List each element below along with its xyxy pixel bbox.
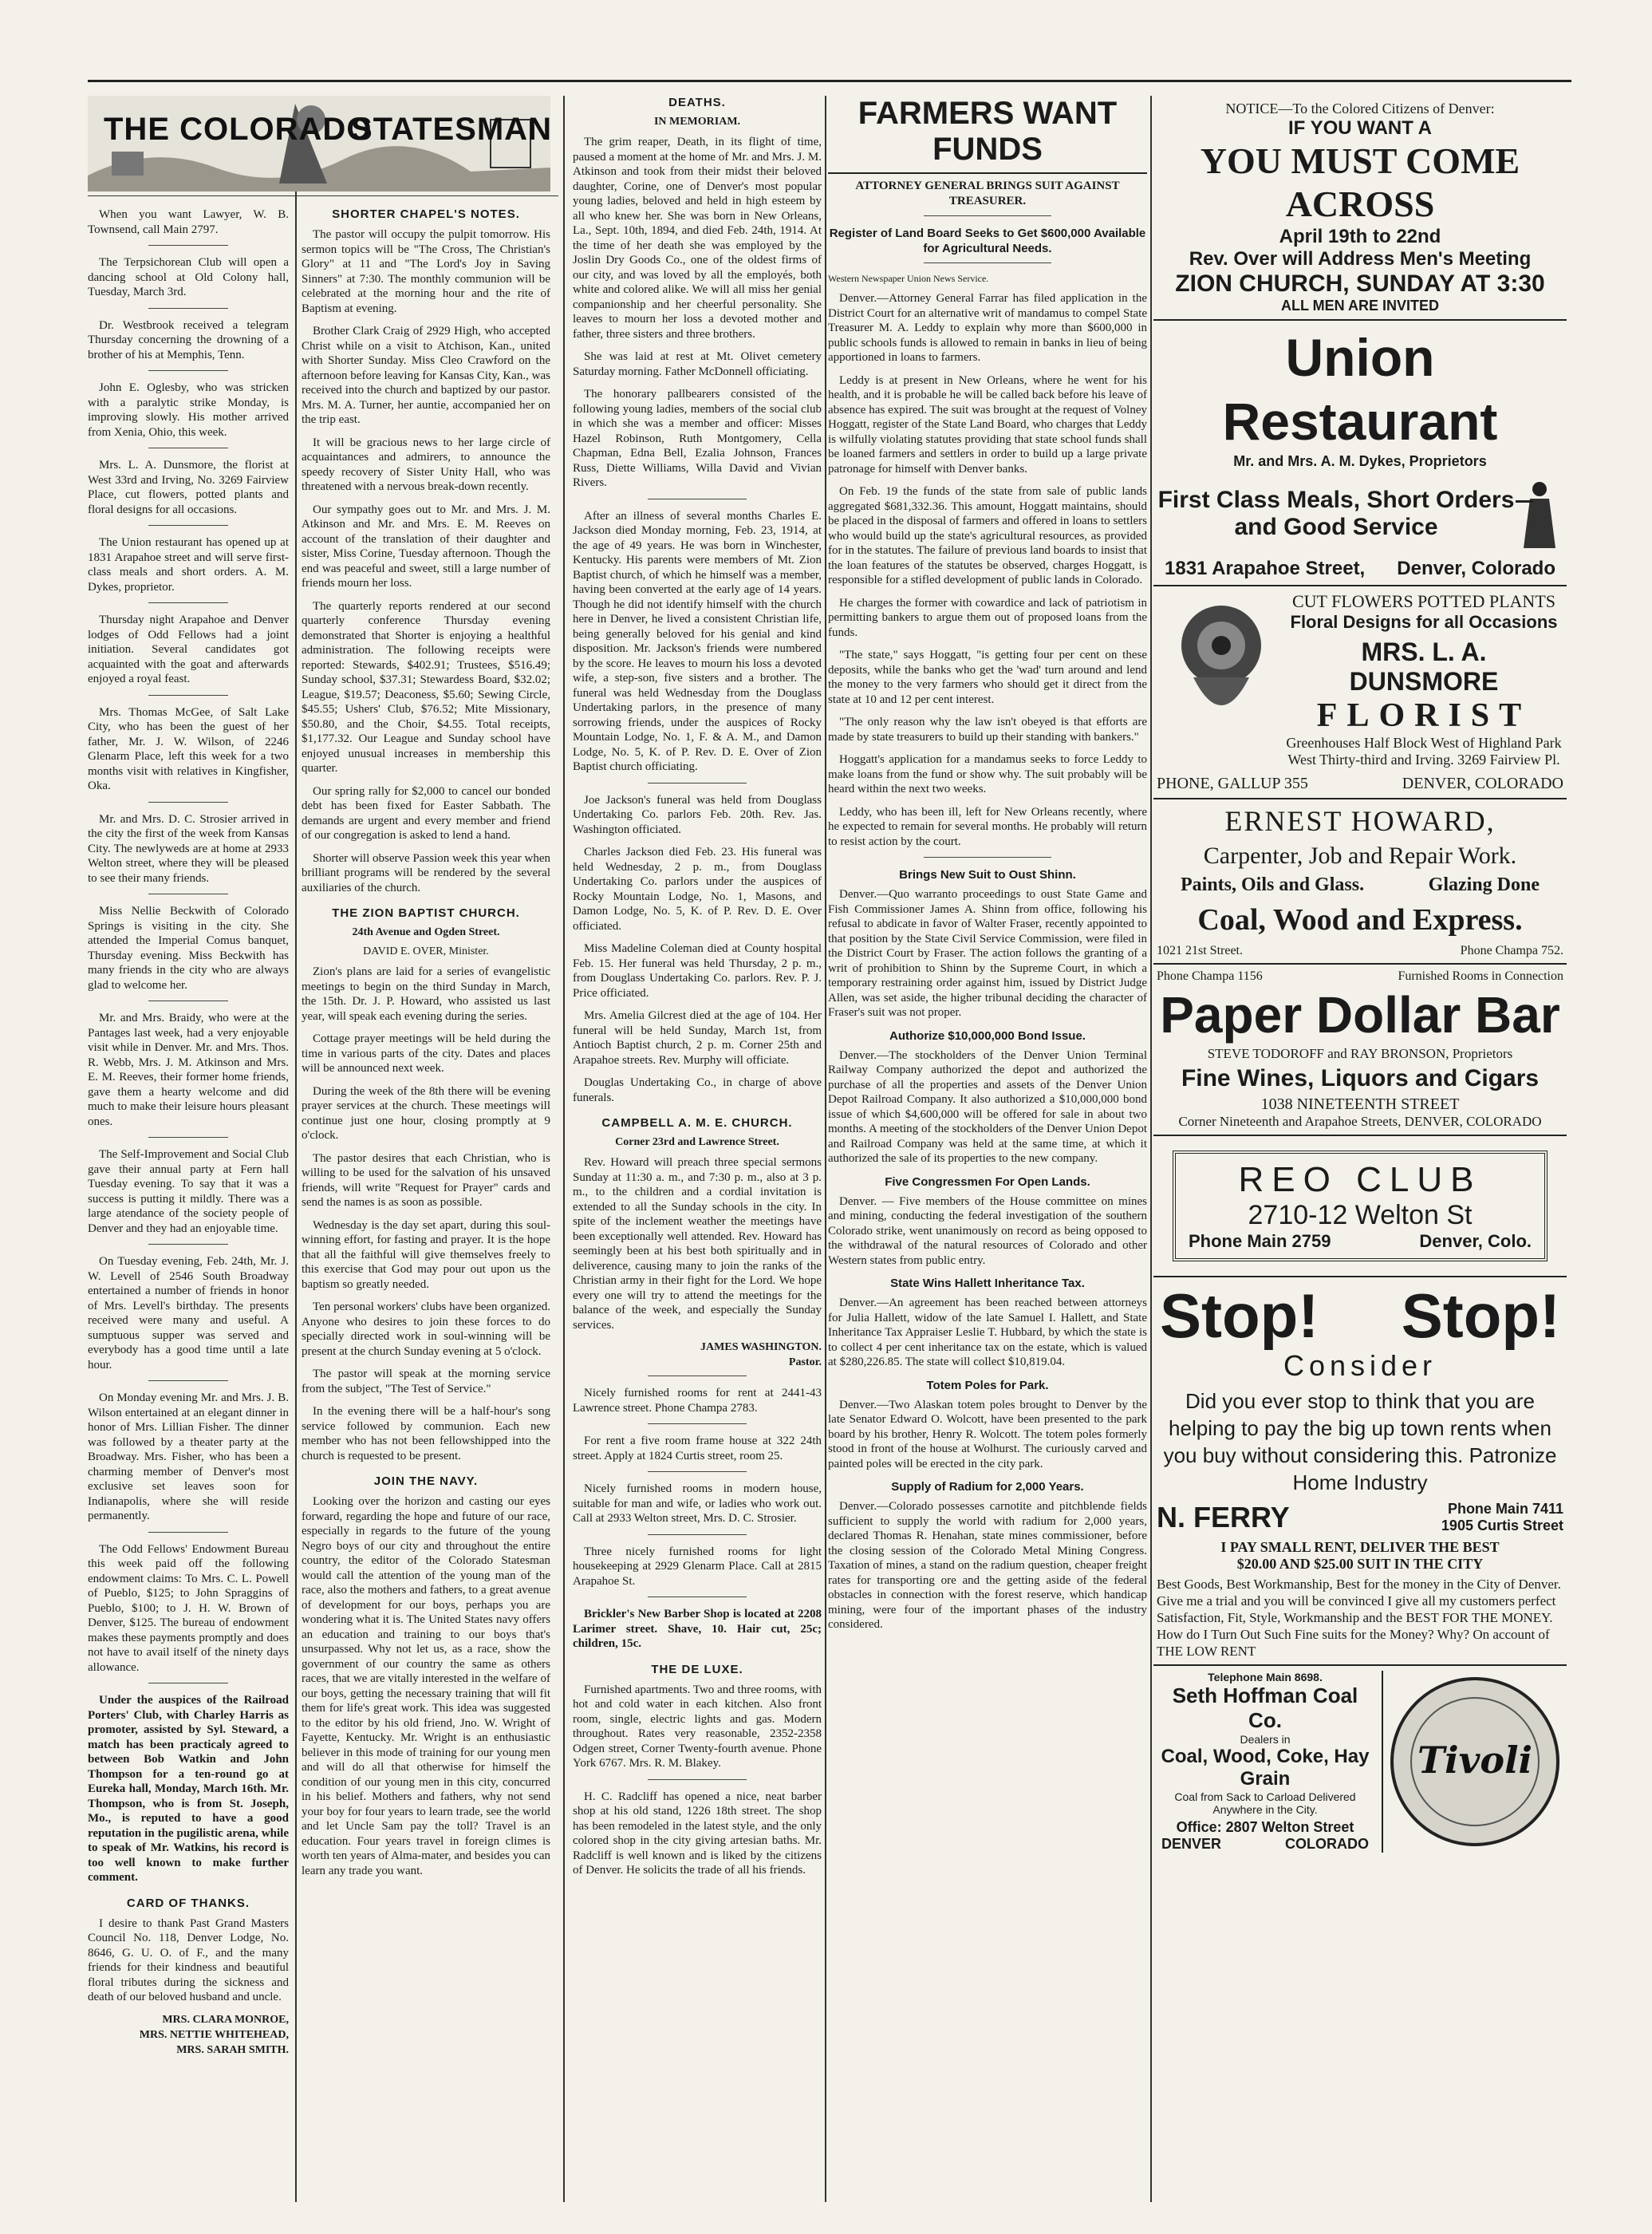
section-head: SHORTER CHAPEL'S NOTES. [332, 207, 520, 221]
item: Miss Nellie Beckwith of Colorado Springs is visiting in the city. She attended the Imperial Comus banquet, Thursday evening. Miss Beckwith has many friends in the city who are always glad to welcome her. [88, 905, 289, 992]
bar-title: Paper Dollar Bar [1160, 986, 1560, 1044]
sub-head: Totem Poles for Park. [926, 1378, 1049, 1392]
ad-hoffman-tivoli [1153, 1666, 1567, 1857]
signer: MRS. SARAH SMITH. [176, 2043, 289, 2056]
stop-right: Stop! [1401, 1281, 1560, 1351]
deck: ATTORNEY GENERAL BRINGS SUIT AGAINST TREASURER. [855, 180, 1120, 207]
signer: MRS. NETTIE WHITEHEAD, [139, 2028, 289, 2041]
item: Cottage prayer meetings will be held during the time in various parts of the city. Dates and places will be announced next week. [302, 1032, 550, 1075]
item: Joe Jackson's funeral was held from Douglass Undertaking Co. parlors Feb. 20th. Rev. Jas. Washington officiated. [573, 793, 822, 836]
item: Hoggatt's application for a mandamus seeks to force Leddy to make loans from the fund or show why. The suit probably will be heard within the next two weeks. [828, 753, 1147, 795]
item: Denver.—Quo warranto proceedings to oust State Game and Fish Commissioner James A. Shinn from office, following his refusal to abdicate in favor of Walter Fraser, recently appointed to that position by the State Civil Service Commission, were filed in the District Court by Fraser. The action follows the granting of a writ of prohibition to Shinn by the Supreme Court, in which a temporary restraining order against him, issued by District Judge Allen, was set aside, the higher tribunal deciding the character of Fraser's suit was not proper. [828, 888, 1147, 1019]
hoff-coal: Coal, Wood, Coke, Hay [1161, 1746, 1370, 1767]
news-source: Western Newspaper Union News Service. [828, 273, 989, 284]
hoff-colorado: COLORADO [1285, 1836, 1369, 1852]
notice: NOTICE—To the Colored Citizens of Denver: [1225, 101, 1495, 116]
flor-city: DENVER, COLORADO [1402, 775, 1563, 792]
item: The grim reaper, Death, in its flight of time, paused a moment at the home of Mr. and Mrs. J. M. Atkinson and took from their midst their beloved daughter, Corine, one of Denver's most popular young ladies, beloved and held in high esteem by all who knew her. She was born in New Orleans, La., Sept. 10th, 1894, and died Feb. 24th, 1914. At the time of her death she was employed by the Joslin Dry Goods Co., one of the oldest firms of our city, and was loved by all the employés, both white and colored alike. We will all miss her genial companionship and her cheerful personality. She leaves to mourn her loss a devoted mother and father, three sisters and three brothers. [573, 136, 822, 341]
flor-designs: Floral Designs for all Occasions [1290, 612, 1558, 632]
signature: JAMES WASHINGTON. [700, 1341, 822, 1353]
classified: Nicely furnished rooms for rent at 2441-43 Lawrence street. Phone Champa 2783. [573, 1387, 822, 1415]
column-5-ads [1153, 96, 1567, 2202]
item: Charles Jackson died Feb. 23. His funeral was held Wednesday, 2 p. m., from Douglass Undertaking Co. parlors under the auspices of Rocky Mountain Lodge, No. 1, Masons, and Damon Lodge, No. 5, K. of P. Rev. D. E. Over officiated. [573, 846, 822, 933]
bar-corner: Corner Nineteenth and Arapahoe Streets, DENVER, COLORADO [1178, 1114, 1542, 1129]
howard-carpenter: Carpenter, Job and Repair Work. [1203, 843, 1517, 869]
section-sub: IN MEMORIAM. [653, 116, 741, 128]
item: The Union restaurant has opened up at 1831 Arapahoe street and will serve first-class meals and short orders. A. M. Dykes, proprietor. [88, 536, 289, 594]
tivoli-word: Tivoli [1417, 1739, 1533, 1782]
ad-paper-dollar-bar [1153, 965, 1567, 1136]
classified: Nicely furnished rooms in modern house, suitable for man and wife, or ladies who work out. Call at 2933 Welton street, Mrs. D. C. Strosier. [573, 1482, 822, 1525]
hoff-title: Seth Hoffman Coal Co. [1172, 1683, 1358, 1732]
reo-addr: 2710-12 Welton St [1248, 1200, 1473, 1230]
item: The Terpsichorean Club will open a dancing school at Old Colony hall, Tuesday, March 3rd. [88, 256, 289, 298]
item: "The only reason why the law isn't obeyed is that efforts are made by state treasurers to build up their standing with bankers." [828, 716, 1147, 744]
thanks-head: CARD OF THANKS. [126, 1896, 250, 1910]
flor-potted: POTTED PLANTS [1417, 591, 1555, 611]
union-service: and Good Service [1234, 514, 1438, 540]
rev: Rev. Over will Address Men's Meeting [1189, 248, 1532, 270]
waitress-icon [1516, 478, 1563, 550]
hoff-sack: Coal from Sack to Carload Delivered Anywhere in the City. [1174, 1790, 1356, 1816]
top-rule [88, 80, 1571, 82]
flor-greenhouses: Greenhouses Half Block West of Highland Park [1286, 735, 1562, 751]
item: Miss Madeline Coleman died at County hospital Feb. 15. Her funeral was held Thursday, 2 p. m., from Douglass Undertaking Co. parlors. Rev. P. J. Price officiated. [573, 942, 822, 1000]
classified: For rent a five room frame house at 322 24th street. Apply at 1824 Curtis street, room 25. [573, 1435, 822, 1462]
item: Furnished apartments. Two and three rooms, with hot and cold water in each kitchen. Also front room, single, electric lights and gas. Modern throughout. Rates very reasonable, 2352-2358 Odgen street, Corner Twenty-fourth avenue. Phone York 6767. Mrs. R. M. Blakey. [573, 1683, 822, 1770]
bar-addr: 1038 NINETEENTH STREET [1260, 1095, 1460, 1113]
howard-coal: Coal, Wood and Express. [1197, 903, 1523, 937]
minister: DAVID E. OVER, Minister. [363, 945, 489, 957]
item: Brother Clark Craig of 2929 High, who accepted Christ while on a visit to Atchison, Kan., united with Shorter Sunday. Miss Cleo Crawford on the afternoon before leaving for Kansas City, Kan., was received into the church and baptized by our pastor. Mrs. M. A. Turner, her auntie, accompanied her on the trip east. [302, 325, 550, 426]
item: Shorter will observe Passion week this year when brilliant programs will be rendered by the several auxiliaries of the church. [302, 851, 550, 894]
sub-head: Authorize $10,000,000 Bond Issue. [889, 1028, 1086, 1043]
howard-address: 1021 21st Street. [1157, 944, 1243, 957]
item: Denver.—Colorado possesses carnotite and pitchblende fields sufficient to supply the world with radium for 2,000 years, declared Thomas R. Henahan, state mines commissioner, before the closing session of the Colorado Metal Mining Congress. Taxation of mines, a stand on the radium question, cheaper freight rates for transporting ore and the getting aside of the federal obstacles in connection with the forest reserve, which handicap mining, were four of the important phases of the industry considered. [828, 1500, 1147, 1631]
headline: FARMERS WANT FUNDS [828, 96, 1147, 174]
section-head: CAMPBELL A. M. E. CHURCH. [601, 1116, 793, 1130]
ferry-suit: $20.00 AND $25.00 SUIT IN THE CITY [1236, 1556, 1484, 1572]
item: Zion's plans are laid for a series of evangelistic meetings to begin on the third Sunday in March, the 15th. Dr. J. P. Howard, who assisted us last year, will speak each evening during the series. [302, 965, 550, 1023]
item: Our spring rally for $2,000 to cancel our bonded debt has been fixed for Easter Sabbath. The demands are urgent and every member and friend of our congregation is asked to lend a hand. [302, 784, 550, 842]
column-rule [295, 96, 297, 2202]
ad-florist [1153, 586, 1567, 799]
item: Mr. and Mrs. Braidy, who were at the Pantages last week, had a very enjoyable visit while in Denver. Mr. and Mrs. Thos. R. Webb, Mrs. J. M. Atkinson and Mrs. E. M. Reeves, their former home friends, gave them a hearty welcome and did much to make their leisure hours pleasant ones. [88, 1012, 289, 1128]
item: Dr. Westbrook received a telegram Thursday concerning the drowning of a brother of his at Memphis, Tenn. [88, 318, 289, 361]
ad-reo-club [1153, 1136, 1567, 1277]
item: The quarterly reports rendered at our second quarterly conference Thursday evening demonstrated that Shorter is enjoying a healthful administration. The following receipts were reported: Stewards, $402.91; Trustees, $516.49; Sunday school, $37.31; Stewardess Board, $32.02; League, $19.57; Deaconess, $5.60; Sewing Circle, $45.55; Ushers' Club, $76.52; Mite Missionary, $50.80, and the Choir, $4.55. Total receipts, $1,177.32. Our League and Sunday school have enjoyed unusual increases in membership this quarter. [302, 599, 550, 775]
item: Ten personal workers' clubs have been organized. Anyone who desires to join these forces to do specially directed work in soul-winning will be present at the church Sunday evening at 5 o'clock. [302, 1301, 550, 1358]
item: Looking over the horizon and casting our eyes forward, regarding the hope and future of our race, especially in regards to the future of the young Negro boys of our city and throughout the entire country, the editor of the Colorado Statesman would call the attention of the young man of the race, also the mothers and fathers, to a great avenue of development for our boys, perhaps you are wondering what it is. The United States navy offers an education and training to our boys that's unsurpassed. Why not let us, as a race, show the government of our country the same as others races, that we are vitally interested in the welfare of our boys, getting the necessary training that will fit them for life's great work. This idea was suggested to the editor by his old friend, Jno. W. Wright of Fayette, Kentucky. Mr. Wright is an enthusiastic believer in this mode of training for our young men and will do all that otherwise for himself the condition of our young men in this city, concurred in his belief. Mothers and fathers, why not send your boy for four years to learn trade, see the world and let Uncle Sam pay the toll? Travel is an education. Four years travel in foreign climes is worth ten years of Alma-mater, and besides you can learn any trade you want. [302, 1495, 550, 1877]
column-4 [828, 96, 1147, 2202]
item: On Feb. 19 the funds of the state from sale of public lands aggregated $681,332.36. This amount, Hoggatt maintains, should be placed in the disposal of farmers and offered in loans to settlers who would build up the state's agricultural resources, as provided for in the statutes. The failure of previous land boards to insist that the loan features of the statutes be observed, charges Hoggatt, is responsible for a stifled development of public lands in Colorado. [828, 485, 1147, 586]
item: Denver.—The stockholders of the Denver Union Terminal Railway Company authorized the depot and authorized the purchase of all the properties and assets of the Denver Union Depot Railroad Company. It also authorized a $10,000,000 bond issue of which $4,600,000 will be offered for sale in about two months. A meeting of the stockholders of the Denver Union Depot and Railroad Company was held at the same time, at which it authorized the sale of its properties to the new company. [828, 1048, 1147, 1165]
section-sub: 24th Avenue and Ogden Street. [352, 926, 500, 938]
ad-union-restaurant [1153, 321, 1567, 586]
masthead [88, 96, 558, 196]
item: H. C. Radcliff has opened a nice, neat barber shop at his old stand, 1226 18th street. The shop has been remodeled in the latest style, and the only colored shop in the city giving artesian baths. Mr. Radcliff is well known and is liked by the citizens of Denver. He solicits the trade of all his friends. [573, 1790, 822, 1877]
item: The Odd Fellows' Endowment Bureau this week paid off the following endowment claims: To Mrs. C. L. Powell of Pueblo, $125; to John Spraggins of Pueblo, $100; to J. H. W. Brown of Denver, $125. The bureau of endowment makes these payments promptly and does not have to avail itself of the ninety days allowance. [88, 1542, 289, 1674]
column-rule [1150, 96, 1152, 2202]
item: Rev. Howard will preach three special sermons Sunday at 11:30 a. m., and 7:30 p. m., also at 3 p. m., to the children and a cordial invitation is extended to all the Sunday schools in the city. In spite of the inclement weather the meetings have been exceptionally well attended. Rev. Howard has seemingly been at his best both spiritually and in deliverence, causing many to join the ranks of the Christian army in their fight for the Lord. We hope every one will try to attend the meetings for the balance of the week, and especially the Sunday services. [573, 1156, 822, 1332]
section-head: THE DE LUXE. [651, 1662, 743, 1676]
bar-wines: Fine Wines, Liquors and Cigars [1181, 1065, 1540, 1091]
want: IF YOU WANT A [1288, 117, 1432, 139]
flor-name: MRS. L. A. DUNSMORE [1349, 637, 1499, 696]
section-head: DEATHS. [668, 96, 726, 109]
item: The pastor will occupy the pulpit tomorrow. His sermon topics will be "The Cross, The Christian's Glory" at 11 and "The Lord's Joy in Saving Sinners" at 7:30. The monthly communion will be celebrated at the morning hour and the rite of Baptism at evening. [302, 228, 550, 315]
item: When you want Lawyer, W. B. Townsend, call Main 2797. [88, 208, 289, 236]
section-head: JOIN THE NAVY. [373, 1474, 479, 1488]
across: YOU MUST COME ACROSS [1200, 140, 1520, 224]
union-city: Denver, Colorado [1397, 558, 1555, 579]
thanks-text: I desire to thank Past Grand Masters Council No. 118, Denver Lodge, No. 8646, G. U. O. of F., and the many friends for their kindness and beautiful floral tributes during the sickness and death of our beloved husband and uncle. [88, 1916, 289, 2003]
item: Leddy is at present in New Orleans, where he went for his health, and it is probable he will be called back before his leave of absence has expired. The suit was brought at the request of Volney Hoggatt, register of the State Land Board, who charges that Leddy is wilfully violating statutes providing that state school funds shall be loaned farmers and settlers in order to build up a large private patronage for himself with Denver banks. [828, 373, 1147, 476]
deck-2: Register of Land Board Seeks to Get $600,000 Available for Agricultural Needs. [829, 227, 1146, 255]
howard-phone: Phone Champa 752. [1460, 944, 1563, 957]
bar-rooms: Furnished Rooms in Connection [1398, 969, 1563, 983]
flor-florist: FLORIST [1316, 697, 1532, 734]
item: On Monday evening Mr. and Mrs. J. B. Wilson entertained at an elegant dinner in honor of Mrs. Lillian Fisher. The dinner was followed by a theater party at the Broadway. Mrs. Fisher, who has been a charming member of Denver's most exclusive set leaves soon for Indianapolis, where she will reside permanently. [88, 1391, 289, 1522]
zion-sunday: ZION CHURCH, SUNDAY AT 3:30 [1175, 270, 1545, 297]
hoff-grain: Grain [1240, 1768, 1291, 1790]
howard-name: ERNEST HOWARD, [1224, 805, 1496, 837]
item: Thursday night Arapahoe and Denver lodges of Odd Fellows had a joint initiation. Several candidates got acquainted with the goat and afterwards enjoyed a royal feast. [88, 614, 289, 685]
item: Wednesday is the day set apart, during this soul-winning effort, for fasting and prayer. It is the hope that all the faithful will give themselves freely to this exercise that God may pour out upon us the baptism so greatly needed. [302, 1218, 550, 1291]
classified: Three nicely furnished rooms for light housekeeping at 2929 Glenarm Place. Call at 2815 Arapahoe St. [573, 1545, 822, 1588]
sub-head: Five Congressmen For Open Lands. [885, 1174, 1090, 1189]
column-3 [573, 96, 822, 2202]
ad-n-ferry [1153, 1277, 1567, 1666]
reo-phone: Phone Main 2759 [1189, 1231, 1331, 1251]
bar-phone: Phone Champa 1156 [1157, 969, 1263, 983]
reo-title: REO CLUB [1238, 1160, 1482, 1199]
item: Mrs. Thomas McGee, of Salt Lake City, who has been the guest of her father, Mr. J. W. Wilson, of 2246 Glenarm Place, left this week for a two months visit with relatives in Kingfisher, Oka. [88, 705, 289, 792]
reo-city: Denver, Colo. [1419, 1231, 1532, 1251]
item: Denver.—Attorney General Farrar has filed application in the District Court for an alternative writ of mandamus to compel State Treasurer M. A. Leddy to explain why more than $600,000 in public schools funds is allowed to remain in banks in lieu of being apportioned in loans to farmers. [828, 292, 1147, 364]
item: Mr. and Mrs. D. C. Strosier arrived in the city the first of the week from Kansas City. The newlyweds are at home at 2933 Welton street, where they will be pleased to see their many friends. [88, 812, 289, 885]
masthead-left: THE COLORADO [104, 112, 373, 147]
ad-ernest-howard [1153, 799, 1567, 965]
ad-zion [1153, 96, 1567, 321]
hoff-denver: DENVER [1161, 1836, 1222, 1852]
howard-paints: Paints, Oils and Glass. [1181, 874, 1365, 895]
item: John E. Oglesby, who was stricken with a paralytic strike Monday, is improving slowly. His mother arrived from Xenia, Ohio, this week. [88, 381, 289, 439]
classified-bold: Brickler's New Barber Shop is located at 2208 Larimer street. Shave, 10. Hair cut, 25c; children, 15c. [573, 1608, 822, 1650]
section-head: THE ZION BAPTIST CHURCH. [332, 906, 520, 920]
bar-props: STEVE TODOROFF and RAY BRONSON, Proprietors [1207, 1046, 1513, 1061]
hoff-dealers: Dealers in [1240, 1733, 1291, 1746]
item: The Self-Improvement and Social Club gave their annual party at Fern hall Tuesday evening. To say that it was a success is putting it mildly. There was a large atendance of the society people of Denver and they had an enjoyable time. [88, 1148, 289, 1235]
flower-bouquet-icon [1161, 598, 1281, 733]
item: In the evening there will be a half-hour's song service followed by communion. Each new member who has not been fellowshipped into the church is requested to be present. [302, 1405, 550, 1462]
item: The pastor desires that each Christian, who is willing to be used for the salvation of his unsaved friends, will write "Request for Prayer" cards and send the names is as soon as possible. [302, 1151, 550, 1209]
item: Douglas Undertaking Co., in charge of above funerals. [573, 1076, 822, 1104]
ferry-question: How do I Turn Out Such Fine suits for the Money? Why? On account of THE LOW RENT [1157, 1627, 1550, 1659]
column-2 [302, 207, 550, 2202]
item: Denver.—An agreement has been reached between attorneys for Julia Hallett, widow of the late Samuel I. Hallett, and State Inheritance Tax Appraiser Leslie T. Hubbard, by which the state is to collect 4 per cent inheritance tax on the estate, which is valued at $280,226.85. The state will collect $10,819.04. [828, 1297, 1147, 1368]
all-men: ALL MEN ARE INVITED [1280, 298, 1439, 314]
item: The honorary pallbearers consisted of the following young ladies, members of the social club in which she was a member and officer: Misses Hazel Robinson, Ruth Montgomery, Cella Chapman, Edna Bell, Ezalia Johnson, Frances Russ, Diette Williams, Willa David and Vivian Rivers. [573, 388, 822, 489]
dates: April 19th to 22nd [1279, 226, 1441, 247]
masthead-right: STATESMAN [351, 112, 552, 147]
sub-head: Supply of Radium for 2,000 Years. [891, 1480, 1084, 1494]
column-1 [88, 207, 289, 2202]
signer: MRS. CLARA MONROE, [162, 2013, 289, 2026]
stop-left: Stop! [1160, 1281, 1319, 1351]
item: Mrs. Amelia Gilcrest died at the age of 104. Her funeral will be held Sunday, March 1st, from Antioch Baptist church, 2 p. m. Corner 25th and Arapahoe streets. Rev. Murphy will officiate. [573, 1009, 822, 1067]
item: She was laid at rest at Mt. Olivet cemetery Saturday morning. Father McDonnell officiating. [573, 350, 822, 378]
ferry-phone: Phone Main 7411 [1447, 1501, 1563, 1517]
union-prop: Mr. and Mrs. A. M. Dykes, Proprietors [1233, 453, 1487, 469]
item: After an illness of several months Charles E. Jackson died Monday morning, Feb. 23, 1914, at the age of 49 years. He was born in Winchester, Kentucky. His parents were members of Mt. Zion Baptist church, of which he himself was a member, having been converted at the early age of 14 years. Though he did not identify himself with the church here in Denver, he lived a consistent Christian life, being generally beloved for his genial and kind disposition. Mr. Jackson's friends were numbered by the score. He leaves to mourn his loss a devoted wife, a step-son, five sisters and a brother. The funeral was held Wednesday from the Douglass Undertaking parlors, in the presence of many sorrowing friends, under the auspices of Rocky Mountain Lodge, No. 1, F. & A. M., and Damon Lodge, No. 5, K. of P. Rev. D. E. Over of Zion Baptist church officiating. [573, 509, 822, 773]
flor-cut: CUT FLOWERS [1292, 591, 1413, 611]
ferry-rent: I PAY SMALL RENT, DELIVER THE BEST [1220, 1539, 1500, 1555]
hoff-tel: Telephone Main 8698. [1208, 1671, 1323, 1683]
item: Mrs. L. A. Dunsmore, the florist at West 33rd and Irving, No. 3269 Fairview Place, cut flowers, potted plants and floral designs for all occasions. [88, 459, 289, 516]
tivoli-logo-icon [1387, 1674, 1563, 1849]
hoff-office: Office: 2807 Welton Street [1176, 1819, 1354, 1835]
item: Leddy, who has been ill, left for New Orleans recently, where he expected to remain for several months. He probably will return to resist action by the court. [828, 805, 1147, 848]
item: During the week of the 8th there will be evening prayer services at the church. These meetings will continue just one hour, closing promptly at 9 o'clock. [302, 1084, 550, 1142]
item: On Tuesday evening, Feb. 24th, Mr. J. W. Levell of 2546 South Broadway entertained a number of friends in honor of Mrs. Levell's birthday. The presents received were many and useful. A sumptuous supper was served and everybody has a good time until a late hour. [88, 1255, 289, 1372]
item: The pastor will speak at the morning service from the subject, "The Test of Service." [302, 1368, 550, 1395]
consider: Consider [1283, 1349, 1437, 1382]
union-address: 1831 Arapahoe Street, [1165, 558, 1366, 579]
item: Denver. — Five members of the House committee on mines and mining, conducting the federal investigation of the southern Colorado strike, went unanimously on record as being opposed to the withdrawal of the natural resources of Colorado and other Western states from public entry. [828, 1194, 1147, 1267]
ferry-name: N. FERRY [1157, 1501, 1290, 1533]
ferry-body: Best Goods, Best Workmanship, Best for the money in the City of Denver. Give me a trial and you will be convinced I give all my customers perfect Satisfaction, Fit, Style, Workmanship and the BEST FOR THE MONEY. [1157, 1577, 1561, 1625]
flor-west: West Thirty-third and Irving. 3269 Fairview Pl. [1287, 752, 1560, 768]
item-bold: Under the auspices of the Railroad Porters' Club, with Charley Harris as promoter, assisted by Syl. Steward, a match has been practicaly agreed to between Bob Watkin and John Thompson for a ten-round go at Eureka hall, Monday, March 16th. Mr. Thompson, who is from St. Joseph, Mo., is reputed to have a good reputation in the pugilistic arena, while to speak of Mr. Watkins, his record is too well known to make further comment. [88, 1694, 289, 1884]
union-title: Union Restaurant [1222, 328, 1498, 451]
sub-head: State Wins Hallett Inheritance Tax. [890, 1277, 1085, 1290]
newspaper-page [88, 80, 1571, 2210]
column-rule [563, 96, 565, 2202]
item: "The state," says Hoggatt, "is getting four per cent on these deposits, while the banks who get the 'wad' turn around and lend the money to the very farmers who should get it direct from the state at 10 and 12 per cent interest. [828, 649, 1147, 706]
flor-phone: PHONE, GALLUP 355 [1157, 775, 1308, 792]
section-sub: Corner 23rd and Lawrence Street. [615, 1136, 779, 1148]
column-rule [825, 96, 826, 2202]
item: Our sympathy goes out to Mr. and Mrs. J. M. Atkinson and Mr. and Mrs. E. M. Reeves on account of the translation of their daughter and sister, Miss Corine, Tuesday afternoon. Though the end was peaceful and sweet, still a large number of friends mourn her loss. [302, 503, 550, 590]
item: It will be gracious news to her large circle of acquaintances and admirers, to announce the speedy recovery of Sister Unity Hall, who was threatened with a nervous break-down recently. [302, 436, 550, 493]
ferry-address: 1905 Curtis Street [1441, 1518, 1563, 1533]
signature-title: Pastor. [788, 1356, 822, 1368]
item: He charges the former with cowardice and lack of patriotism in permitting bankers to argue them out of proposed loans from the funds. [828, 596, 1147, 639]
ferry-text: Did you ever stop to think that you are helping to pay the big up town rents when you buy without considering this. Patronize Home Industry [1163, 1389, 1557, 1494]
howard-glazing: Glazing Done [1428, 874, 1540, 895]
union-meals: First Class Meals, Short Orders [1157, 487, 1515, 513]
sub-head: Brings New Suit to Oust Shinn. [899, 868, 1076, 882]
item: Denver.—Two Alaskan totem poles brought to Denver by the late Senator Edward O. Wolcott, have been presented to the park board by his brother, Henry R. Wolcott. The totem poles formerly stood in front of the house at Wolhurst. The curiously carved and painted poles will be erected in the city park. [828, 1398, 1147, 1470]
